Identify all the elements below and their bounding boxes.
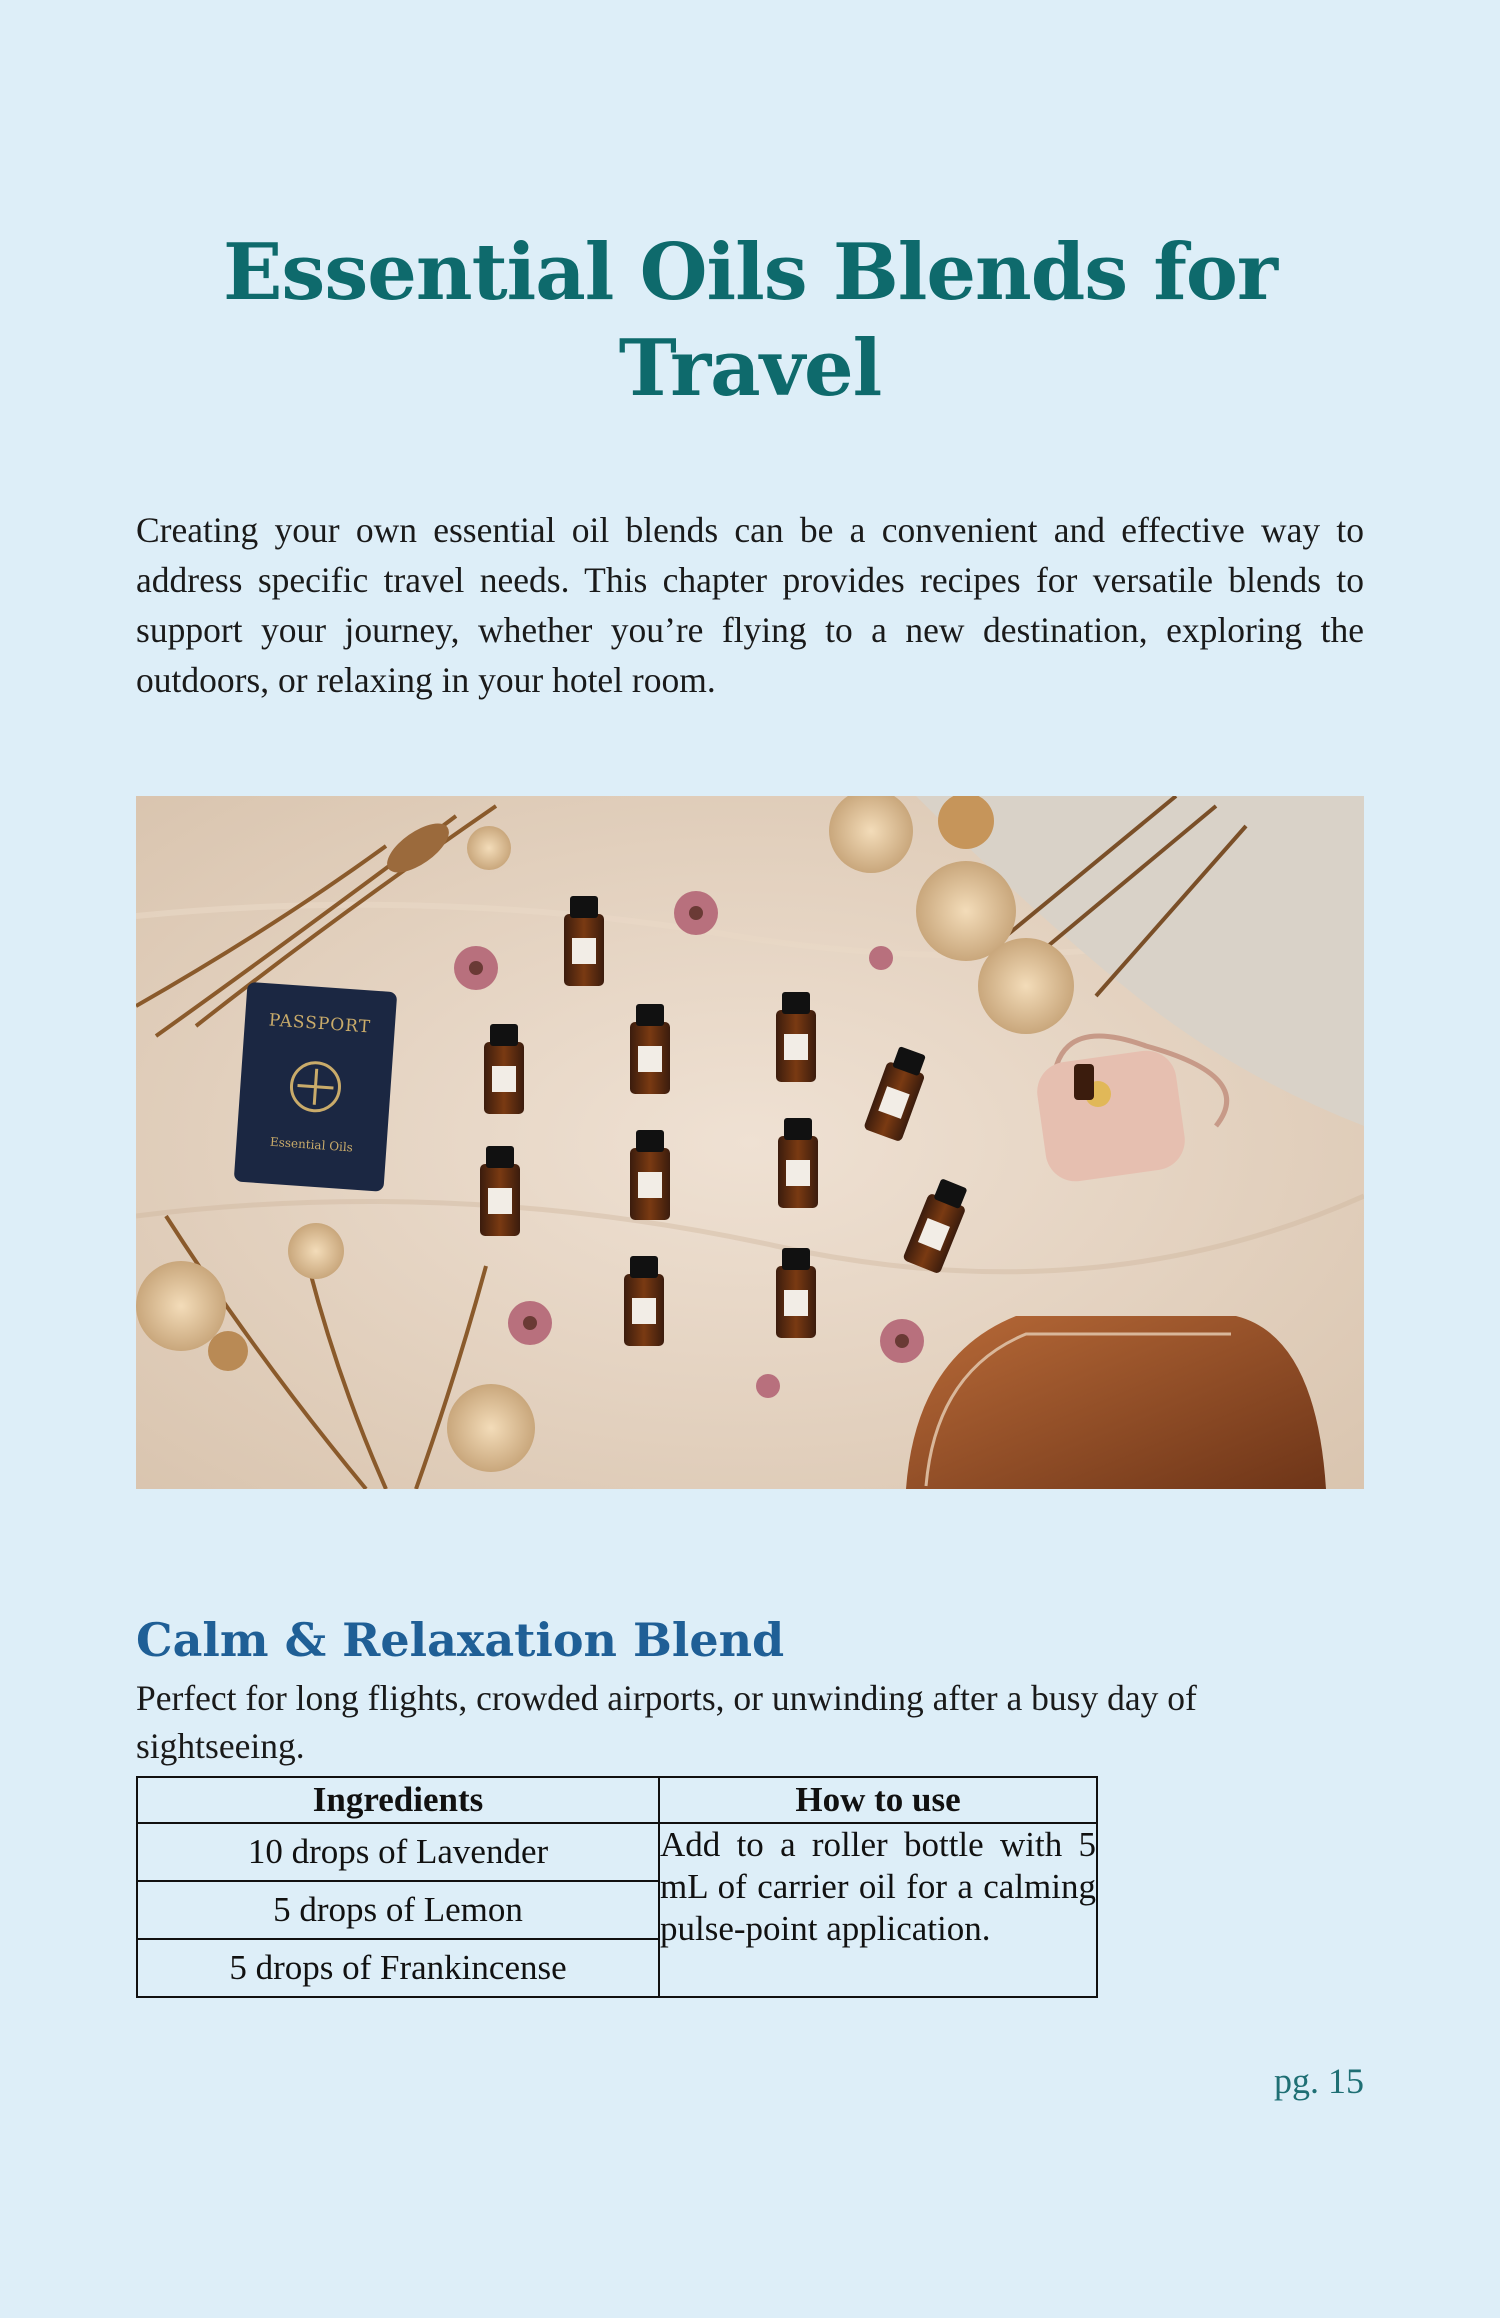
page-title: Essential Oils Blends for Travel bbox=[222, 227, 1278, 414]
header-ingredients: Ingredients bbox=[137, 1777, 659, 1823]
ingredient-cell: 5 drops of Frankincense bbox=[137, 1939, 659, 1997]
intro-paragraph: Creating your own essential oil blends can be a convenient and effective way to address specific travel needs. This chapter provides recipes for versatile blends to support your journey, whether you’re flying to a new destination, exploring the outdoors, or relaxing in your hotel room. bbox=[136, 510, 1364, 700]
page-number: pg. 15 bbox=[1274, 2061, 1364, 2101]
section-title: Calm & Relaxation Blend bbox=[136, 1613, 785, 1667]
header-how-to-use: How to use bbox=[659, 1777, 1097, 1823]
ingredient-cell: 10 drops of Lavender bbox=[137, 1823, 659, 1881]
passport-label: PASSPORT bbox=[268, 1010, 372, 1038]
travel-essential-oils-photo bbox=[136, 796, 1364, 1489]
passport-subtitle: Essential Oils bbox=[269, 1134, 354, 1155]
how-to-use-cell: Add to a roller bottle with 5 mL of carrier oil for a calming pulse-point application. bbox=[659, 1823, 1097, 1997]
section-description: Perfect for long flights, crowded airports, or unwinding after a busy day of sightseeing. bbox=[136, 1678, 1197, 1766]
table-row bbox=[137, 1823, 1097, 1881]
recipe-table bbox=[136, 1776, 1098, 1998]
ingredient-cell: 5 drops of Lemon bbox=[137, 1881, 659, 1939]
table-header-row bbox=[137, 1777, 1097, 1823]
